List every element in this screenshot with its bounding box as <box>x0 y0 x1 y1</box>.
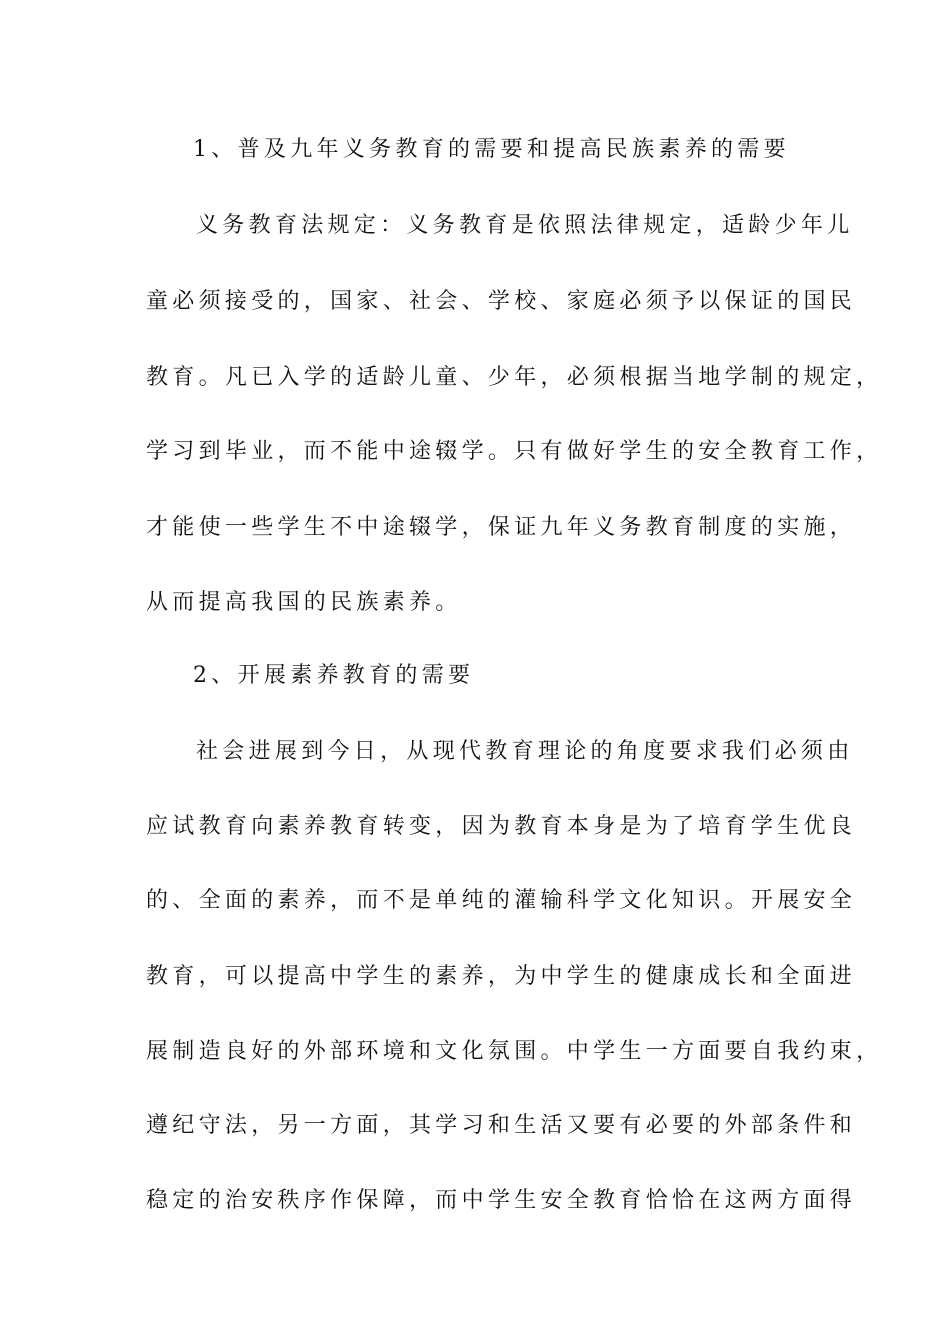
paragraph-line: 学习到毕业，而不能中途辍学。只有做好学生的安全教育工作， <box>146 439 883 464</box>
paragraph-line: 义务教育法规定：义务教育是依照法律规定，适龄少年儿 <box>196 213 854 238</box>
paragraph-line: 应试教育向素养教育转变，因为教育本身是为了培育学生优良 <box>146 814 857 839</box>
paragraph-line: 才能使一些学生不中途辍学，保证九年义务教育制度的实施， <box>146 515 857 540</box>
paragraph-line: 从而提高我国的民族素养。 <box>146 590 462 615</box>
paragraph-line: 教育。凡已入学的适龄儿童、少年，必须根据当地学制的规定， <box>146 365 883 390</box>
heading-2: 2、开展素养教育的需要 <box>193 663 475 688</box>
paragraph-line: 的、全面的素养，而不是单纯的灌输科学文化知识。开展安全 <box>146 888 857 913</box>
paragraph-line: 展制造良好的外部环境和文化氛围。中学生一方面要自我约束， <box>146 1039 883 1064</box>
paragraph-line: 童必须接受的，国家、社会、学校、家庭必须予以保证的国民 <box>146 289 857 314</box>
paragraph-line: 社会进展到今日，从现代教育理论的角度要求我们必须由 <box>196 739 854 764</box>
paragraph-line: 稳定的治安秩序作保障，而中学生安全教育恰恰在这两方面得 <box>146 1188 857 1213</box>
paragraph-line: 遵纪守法，另一方面，其学习和生活又要有必要的外部条件和 <box>146 1113 857 1138</box>
heading-1: 1、普及九年义务教育的需要和提高民族素养的需要 <box>193 137 790 162</box>
paragraph-line: 教育，可以提高中学生的素养，为中学生的健康成长和全面进 <box>146 964 857 989</box>
